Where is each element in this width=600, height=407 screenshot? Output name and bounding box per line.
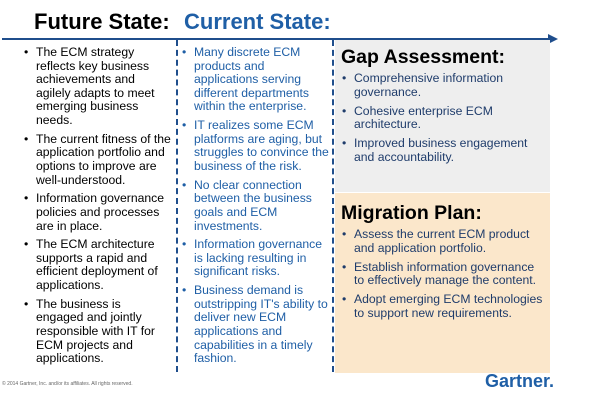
list-item: • The current fitness of the application portfolio and options to improve are well-understood.: [23, 133, 171, 187]
divider-future-current: [176, 40, 178, 372]
list-item: • Information governance is lacking resulting in significant risks.: [181, 238, 329, 279]
list-item: • Assess the current ECM product and application portfolio.: [341, 228, 546, 255]
list-item: • Comprehensive information governance.: [341, 72, 546, 99]
list-item: • No clear connection between the business goals and ECM investments.: [181, 179, 329, 233]
list-item: • Adopt emerging ECM technologies to support new requirements.: [341, 293, 546, 320]
list-item: • IT realizes some ECM platforms are aging, but struggles to convince the business of the risk.: [181, 119, 329, 173]
migration-plan-list: [341, 228, 546, 326]
list-item: • Establish information governance to effectively manage the content.: [341, 261, 546, 288]
divider-current-gap: [332, 40, 334, 372]
list-item: • Many discrete ECM products and applications serving different departments within the enterprise.: [181, 46, 329, 114]
gartner-logo: Gartner.: [485, 371, 555, 391]
current-state-title: Current State:: [184, 9, 331, 34]
copyright-notice: © 2014 Gartner, Inc. and/or its affiliates. All rights reserved.: [2, 381, 133, 387]
list-item: • Improved business engagement and accountability.: [341, 137, 546, 164]
gap-assessment-title: Gap Assessment:: [341, 46, 506, 68]
migration-plan-title: Migration Plan:: [341, 202, 482, 224]
list-item: • Information governance policies and processes are in place.: [23, 192, 171, 233]
current-state-list: [181, 46, 329, 371]
list-item: • Business demand is outstripping IT's ability to deliver new ECM applications and capabilities in a timely fashion.: [181, 284, 329, 366]
list-item: • Cohesive enterprise ECM architecture.: [341, 105, 546, 132]
gap-assessment-list: [341, 72, 546, 170]
future-state-title: Future State:: [34, 9, 170, 34]
list-item: • The business is engaged and jointly responsible with IT for ECM projects and applications.: [23, 298, 171, 366]
list-item: • The ECM architecture supports a rapid and efficient deployment of applications.: [23, 238, 171, 292]
list-item: • The ECM strategy reflects key business achievements and agilely adapts to meet emerging business needs.: [23, 46, 171, 128]
future-state-list: [23, 46, 171, 371]
